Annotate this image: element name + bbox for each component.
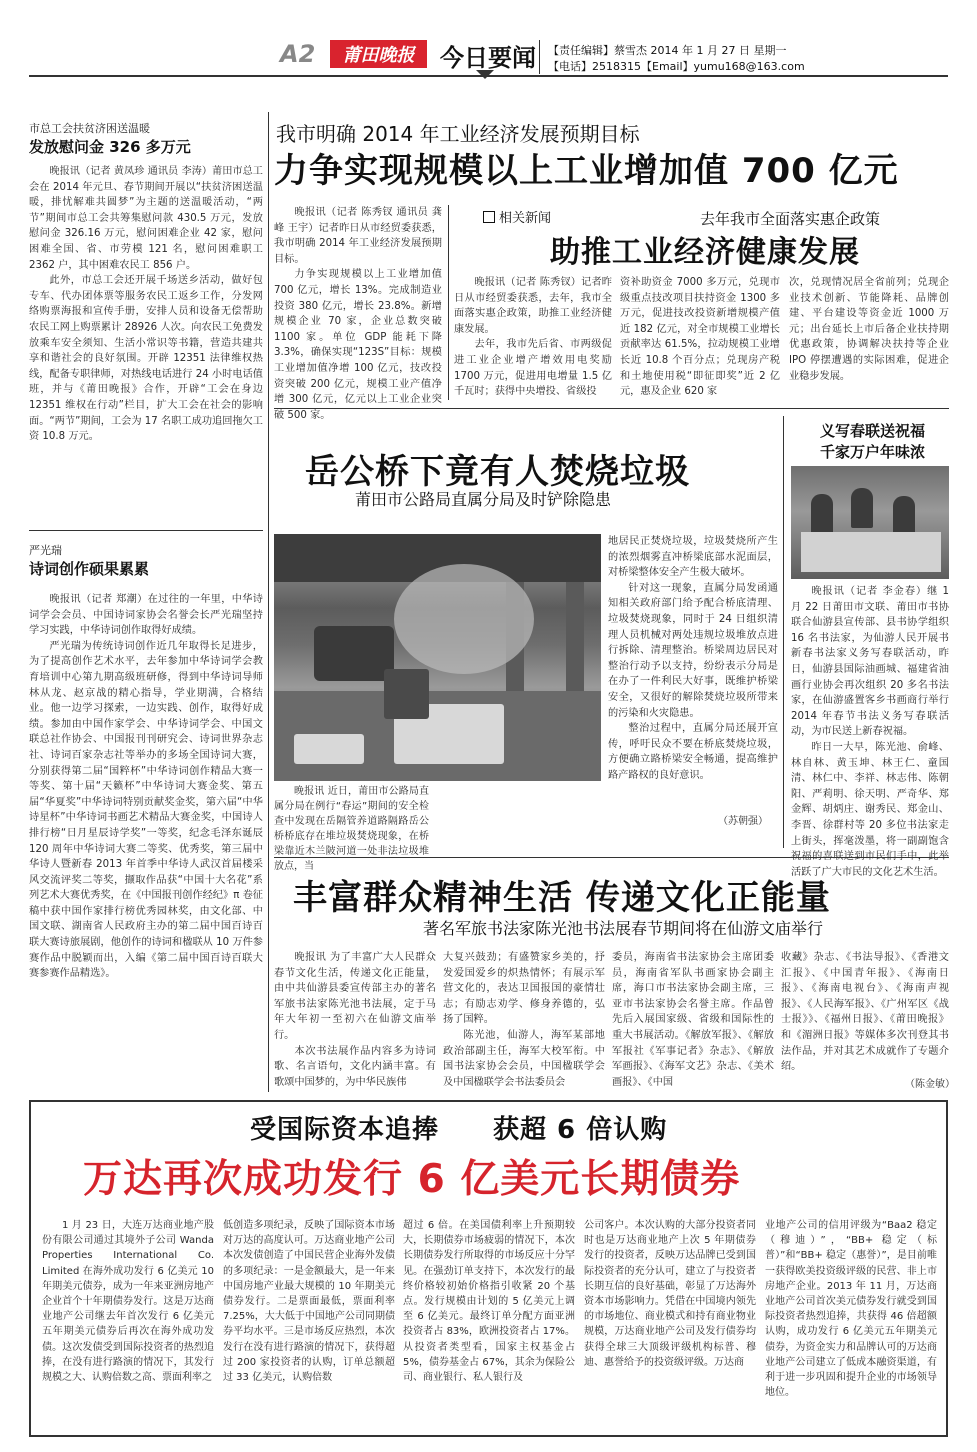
paragraph: 业地产公司的信用评级为“Baa2 稳定（穆迪）”，“BB+ 稳定（标普）”和“BB+ 稳定（惠誉）”，是目前唯一获得欧美投资级评级的民营、非上市房地产企业。2013 年 11 月，万达商业地产公司首次美元债券发行就受到国际投资者热烈追捧，共获得 46 倍超额认购，成功发行 6 亿美元五年期美元债券，为资金实力和品牌认可的万达商业地产公司建立了低成本融资渠道，有利于进一步巩固和提升企业的市场领导地位。 <box>765 1220 937 1399</box>
paragraph: 晚报讯（记者 陈秀钗 通讯员 龚峰 王宇）记者昨日从市经贸委获悉，我市明确 2014 年工业经济发展预期目标。 <box>274 207 442 265</box>
side-divider <box>29 530 263 531</box>
story3-credit: （苏朝强） <box>718 816 768 827</box>
paragraph: 陈光池，仙游人，海军某部地政治部副主任，海军大校军衔。中国书法家协会会员，中国楹联学会及中国楹联学会书法委员会 <box>443 1029 605 1088</box>
story2-kicker: 去年我市全面落实惠企政策 <box>700 210 881 228</box>
paragraph: 本次书法展作品内容多为诗词歌、名言语句，文化内涵丰富。有歌颂中国梦的，为中华民族伟 <box>274 1045 436 1088</box>
paragraph: 次，兑现情况居全省前列；兑现企业技术创新、节能降耗、品牌创建、平台建设等资金近 1000 万元；出台延长上市后备企业扶持期优惠政策，协调解决扶持等企业 IPO 停摆遭遇的实际困难，促进企业稳步发展。 <box>789 277 949 382</box>
section-title: 今日要闻 <box>440 44 536 72</box>
paragraph: 资补助资金 7000 多万元，兑现市级重点技改项目扶持资金 1300 多万元，促进技改投资新增规模产值近 182 亿元，对全市规模工业增长贡献率达 61.5%，拉动规模工业增长近 10.8 个百分点；兑现房产税和土地使用税“即征即奖”近 2 亿元，惠及企业 620 家 <box>620 277 780 398</box>
story5-col1 <box>274 950 436 1090</box>
story1-headline: 力争实现规模以上工业增加值 700 亿元 <box>274 151 899 191</box>
editor-line: 【责任编辑】蔡雪杰 2014 年 1 月 27 日 星期一 <box>548 44 787 57</box>
loader-vehicle <box>314 626 394 681</box>
paragraph: 超过 6 倍。在美国债利率上升预期较大，长期债券市场疲弱的情况下，本次长期债券发行所取得的市场反应十分罕见。在强劲订单支持下，本次发行的最终价格较初始价格指引收紧 20 个基点。发行规模由计划的 5 亿美元上调至 6 亿美元。最终订单分配方面亚洲投资者占 83%，欧洲投资者占 17%。从投资者类型看，国家主权基金占 5%，债券基金占 67%，其余为保险公司、商业银行、私人银行及 <box>403 1220 575 1384</box>
newspaper-logo: 莆田晚报 <box>330 40 427 68</box>
table-with-couplets <box>801 532 941 572</box>
paragraph: 晚报讯 为了丰富广大人民群众春节文化生活，传递文化正能量，由中共仙游县委宣传部主办的著名军旅书法家陈光池书法展，定于马年大年初一至初六在仙游文庙举行。 <box>274 952 436 1041</box>
paragraph: 晚报讯（记者 黄凤珍 通讯员 李涛）莆田市总工会在 2014 年元旦、春节期间开展以“扶贫济困送温暖，排忧解难共圆梦”为主题的送温暖活动，“两节”期间市总工会共筹集慰问款 430.5 万元，发放慰问金 326.16 万元，慰问困难企业 42 家，慰问困难全国、省、市劳模 121 名，慰问困难职工 2362 户，其中困难农民工 856 户。 <box>29 166 263 271</box>
wanda-kicker: 受国际资本追捧 获超 6 倍认购 <box>250 1115 668 1145</box>
garbage-pile <box>294 734 364 764</box>
paragraph: 地居民正焚烧垃圾，垃圾焚烧所产生的浓烈烟雾直冲桥梁底部水泥面层，对桥梁整体安全产生极大破坏。 <box>608 536 778 579</box>
paragraph: 大复兴鼓劲；有盛赞家乡美的，抒发爱国爱乡的炽热情怀；有展示军营文化的，表达卫国报国的豪情壮志；有励志劝学、修身养德的，弘扬了国粹。 <box>443 952 605 1026</box>
bridge-pillar <box>566 582 584 702</box>
side1-body <box>29 164 263 445</box>
masthead-rule <box>29 75 948 77</box>
story4-headline-line2: 千家万户年味浓 <box>820 443 926 461</box>
paragraph: 1 月 23 日，大连万达商业地产股份有限公司通过其境外子公司 Wanda Properties International Co. Limited 在海外成功发行 6 亿美元 10 年期美元债券，成为一年来亚洲房地产企业首个十年期债券发行。这是万达商业地产公司继去年首次发行 6 亿美元五年期美元债券后再次在海外成功发债。这次发债受到国际投资者的热烈追捧，在没有进行路演的情况下，其发行规模之大、认购倍数之高、票面利率之 <box>42 1220 214 1384</box>
smoke <box>394 564 534 674</box>
square-icon <box>483 211 495 223</box>
section-rule <box>274 857 949 858</box>
wanda-headline: 万达再次成功发行 6 亿美元长期债券 <box>83 1157 741 1202</box>
story5-headline: 丰富群众精神生活 传递文化正能量 <box>293 878 831 918</box>
related-news-text: 相关新闻 <box>499 211 552 226</box>
side2-kicker: 严光瑞 <box>29 544 62 557</box>
photo-caption-col1 <box>274 784 429 874</box>
paragraph: 去年，我市先后省、市两级促进工业企业增产增效用电奖励 1700 万元，促进用电增量 1.5 亿千瓦时；获得中央增投、省级投 <box>454 339 612 398</box>
barrel <box>384 669 429 719</box>
paragraph: 此外，市总工会还开展千场送乡活动，做好包专车、代办团体票等服务农民工返乡工作，分发网络购票海报和宣传手册，安排人员和设备无偿帮助农民工网上购票累计 28926 人次。向农民工免费发放乘车安全须知、生活小常识等书籍，营造共建共享和谐社会的良好氛围。开辟 12351 法律维权热线，配备专职律师，对热线电话进行 24 小时电话值班，并与《莆田晚报》合作，开辟“工会在身边 12351 维权在行动”栏目，扩大工会在社会的影响面。“两节”期间，工会为 17 名职工成功追回拖欠工资 10.8 万元。 <box>29 275 263 443</box>
side2-body <box>29 592 263 982</box>
story5-col4 <box>781 950 949 1075</box>
paragraph: 低创造多项纪录，反映了国际资本市场对万达的高度认可。万达商业地产公司本次发债创造了中国民营企业海外发债的多项纪录：一是金额最大，是一年来中国房地产业最大规模的 10 年期美元债券发行。二是票面最低，票面利率 7.25%，大大低于中国地产公司同期债券平均水平。三是市场反应热烈，本次发行在没有进行路演的情况下，获得超过 200 家投资者的认购，订单总额超过 33 亿美元，认购倍数 <box>223 1220 395 1384</box>
story5-credit: （陈金敏） <box>905 1079 955 1090</box>
wanda-col4 <box>584 1218 756 1370</box>
story5-col2 <box>443 950 605 1090</box>
side2-title: 诗词创作硕果累累 <box>29 560 150 578</box>
paragraph: 公司客户。本次认购的大部分投资者同时也是万达商业地产上次 5 年期债券发行的投资者，反映万达品牌已受到国际投资者的充分认可，建立了与投资者长期互信的良好基础，彰显了万达海外资本市场影响力。凭借在中国境内领先的市场地位、商业模式和持有商业物业规模，万达商业地产公司及发行债券均获得全球三大顶级评级机构标普、穆迪、惠誉给予的投资级评级。万达商 <box>584 1220 756 1368</box>
story2-col2 <box>620 275 780 400</box>
column-rule <box>268 112 269 1092</box>
wanda-col2 <box>223 1218 395 1385</box>
paragraph: 晚报讯（记者 郑潮）在过往的一年里，中华诗词学会会员、中国诗词家协会名誉会长严光瑞坚持学习实践，中华诗词创作取得好成绩。 <box>29 594 263 637</box>
story4-headline <box>820 421 925 463</box>
garbage-fire-photo <box>274 534 601 781</box>
contact-line: 【电话】2518315【Email】yumu168@163.com <box>548 60 805 73</box>
masthead-divider <box>539 40 540 74</box>
paragraph: 收藏》杂志、《书法导报》、《香港文汇报》、《中国青年报》、《海南日报》、《海南电视台》、《海南声视报》、《人民海军报》、《广州军区《战士报》》、《福州日报》、《莆田晚报》和《湄洲日报》等媒体多次刊登其书法作品，并对其艺术成就作了专题介绍。 <box>781 952 949 1073</box>
story1-body <box>274 205 442 423</box>
wanda-col3 <box>403 1218 575 1385</box>
wanda-col5 <box>765 1218 937 1400</box>
person <box>811 494 833 534</box>
paragraph: 针对这一现象，直属分局发函通知相关政府部门给予配合桥底清理、垃圾焚烧现象，同时于 24 日组织清理人员机械对两处违规垃圾堆放点进行拆除、清理整治。桥梁周边居民对整治行动予以支持，纷纷表示分局是在办了一件利民大好事，既维护桥梁安全，又很好的解除焚烧垃圾所带来的污染和火灾隐患。 <box>608 582 778 719</box>
paragraph: 晚报讯（记者 陈秀钗）记者昨日从市经贸委获悉，去年，我市全面落实惠企政策，助推工业经济健康发展。 <box>454 277 612 335</box>
column-rule <box>783 416 784 848</box>
column-rule <box>448 205 449 400</box>
paragraph: 昨日一大早，陈光池、俞峰、林自林、黄玉坤、林王仁、童国清、林仁中、李祥、林志伟、陈朝阳、严莉明、徐天明、严奇华、郑金辉、胡炳庄、谢秀民、郑金山、李晋、徐群村等 20 多位书法家走上街头，挥毫泼墨，将一副副饱含 活跃了广大市民的文化艺术生活。 <box>791 741 949 878</box>
story2-col3 <box>789 275 949 384</box>
paragraph: 严光瑞为传统诗词创作近几年取得长足进步，为了提高创作艺术水平，去年参加中华诗词学会教育培训中心第九期高级班研修，得到中华诗词导师林从龙、赵京战的精心指导，学业期满，合格结业。他一边学习探索，一边实践、创作，取得好成绩。参加由中国作家学会、中华诗词学会、中国文联总社作协会、中国报刊刊研究会、诗词世界杂志社、诗词百家杂志社等举办的多场全国诗词大赛，分别获得第二届“国粹杯”中华诗词创作精品大赛一等奖、第十届“天籁杯”中华诗词大赛金奖、第五届“华夏奖”中华诗词特别贡献奖金奖，第六届“中华诗星杯”中华诗词书画艺术精品大赛金奖，中国诗人排行榜“日月星辰诗学奖”一等奖，纪念毛泽东诞辰 120 周年中华诗词大赛二等奖、优秀奖，第三届中华诗人暨新春 2013 年首季中华诗人武汉首届楼采风交流评奖二等奖，撷取作品获“中国十大名花”系列艺术大赛优秀奖，在《中国报刊创作经纪》π 卷征稿中获中国作家排行榜优秀园林奖，由文化部、中国文联、湖南省人民政府主办的第二届中国百诗百联大赛诗旅展剧，他创作的诗词和楹联从 10 万件参赛作品中脱颖而出，入编《第二届中国百诗百联大赛参赛作品精选》。 <box>29 640 263 980</box>
paragraph: 晚报讯（记者 李金春）继 1 月 22 日莆田市文联、莆田市书协联合仙游县宣传部、县书协学组织 16 名书法家，为仙游人民开展书新春书法家义务写春联活动，昨日，仙游县国际油画城、福建省油画行业协会再次组织 20 多名书法家，在仙游盛置客乡书画商行举行 2014 年春节书法义务写春联活动，为市民送上新春祝福。 <box>791 586 949 738</box>
related-news-label <box>483 207 551 226</box>
wanda-col1 <box>42 1218 214 1385</box>
paragraph: 整治过程中，直属分局还展开宣传，呼吁民众不要在桥底焚烧垃圾，方便确立路桥梁安全畅通，提高维护路产路权的良好意识。 <box>608 723 778 781</box>
story4-headline-line1: 义写春联送祝福 <box>820 422 926 440</box>
story5-subtitle: 著名军旅书法家陈光池书法展春节期间将在仙游文庙举行 <box>423 919 824 938</box>
section-rule <box>274 408 949 409</box>
story3-subtitle: 莆田市公路局直属分局及时铲除隐患 <box>355 490 612 509</box>
side1-kicker: 市总工会扶贫济困送温暖 <box>29 122 150 135</box>
page-number: A2 <box>280 40 316 68</box>
calligraphy-event-photo <box>791 466 949 579</box>
person <box>851 488 873 528</box>
story3-headline: 岳公桥下竟有人焚烧垃圾 <box>305 452 690 492</box>
paragraph: 委员，海南省书法家协会主席团委员，海南省军队书画家协会副主席，海口市书法家协会副主席，三亚市书法家协会名誉主席。作品曾先后入展国家级、省级和国际性的重大书展活动。《解放军报》、《解放军报社《军事记者》杂志》、《解放军画报》、《海军文艺》杂志、《美术画报》、《中国 <box>612 952 774 1088</box>
story2-headline: 助推工业经济健康发展 <box>550 235 860 270</box>
paragraph: 晚报讯 近日，莆田市公路局直属分局在例行“春运”期间的安全检查中发现在岳隔管养道路隔路岳公桥桥底存在堆垃圾焚烧现象，在桥梁靠近木兰陂河道一处非法垃圾堆放点，当 <box>274 786 429 872</box>
story1-kicker: 我市明确 2014 年工业经济发展预期目标 <box>276 122 640 146</box>
story3-body <box>608 534 778 784</box>
story4-body <box>791 584 949 880</box>
side1-title: 发放慰问金 326 多万元 <box>29 138 191 156</box>
person <box>893 496 915 536</box>
story2-col1 <box>454 275 612 400</box>
story5-col3 <box>612 950 774 1090</box>
paragraph: 力争实现规模以上工业增加值 700 亿元，增长 13%。完成制造业投资 380 亿元，增长 23.8%。新增规模企业 70 家，企业总数突破 1100 家。单位 GDP 能耗下降 3.3%，确保实现“123S”目标：规模工业增加值净增 100 亿元，技改投资突破 200 亿元，规模工业产值净增 300 亿元，亿元以上工业企业突破 500 家。 <box>274 269 442 421</box>
